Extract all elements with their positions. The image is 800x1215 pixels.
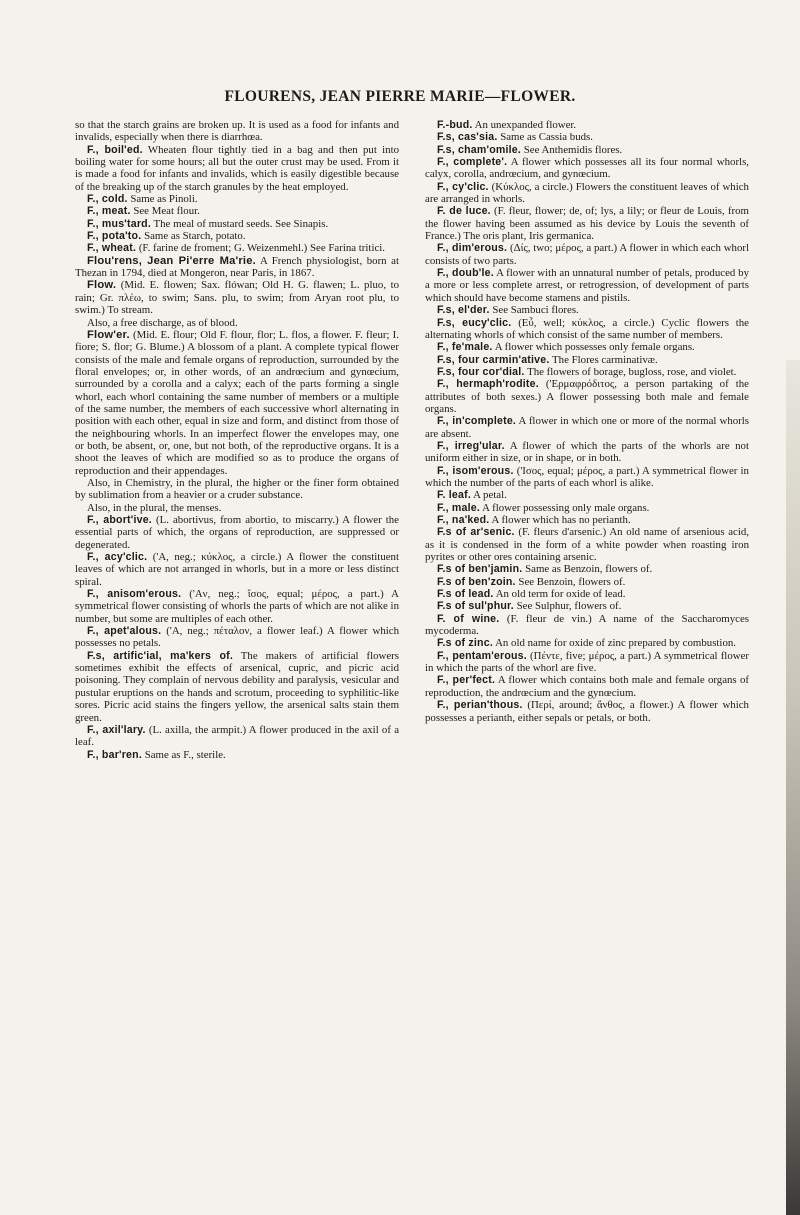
dictionary-entry <box>75 724 399 749</box>
entry-headword: F.s of ar'senic. <box>437 526 515 539</box>
dictionary-entry <box>75 625 399 650</box>
dictionary-entry <box>425 514 749 526</box>
entry-definition: (Πέντε, five; μέρος, a part.) A symmetrical flower in which the parts of the whorl are five. <box>425 649 749 675</box>
entry-definition: A French physiologist, born at Thezan in 1794, died at Mongeron, near Paris, in 1867. <box>75 254 399 280</box>
dictionary-entry <box>425 502 749 514</box>
entry-headword: F., doub'le. <box>437 267 494 280</box>
dictionary-entry <box>75 193 399 205</box>
entry-headword: F., anisom'erous. <box>87 588 182 601</box>
entry-definition: ('Ισος, equal; μέρος, a part.) A symmetrical flower in which the number of the parts of each whorl is alike. <box>425 464 749 489</box>
dictionary-entry <box>425 576 749 588</box>
entry-headword: F., na'ked. <box>437 514 490 526</box>
dictionary-entry <box>425 242 749 267</box>
entry-headword: F.s of lead. <box>437 588 494 601</box>
entry-definition: An unexpanded flower. <box>474 119 577 131</box>
entry-definition: See Sulphur, flowers of. <box>516 600 622 613</box>
entry-definition: Same as Starch, potato. <box>144 230 246 243</box>
dictionary-entry <box>425 588 749 600</box>
entry-headword: F., fe'male. <box>437 341 493 354</box>
entry-definition: Also, in Chemistry, in the plural, the higher or the finer form obtained by sublimation from a heavier or a cruder substance. <box>75 476 399 502</box>
entry-definition: ('A, neg.; κύκλος, a circle.) A flower the constituent leaves of which are not arranged in whorls, but in a more or less distinct spiral. <box>75 551 399 588</box>
entry-definition: Wheaten flour tightly tied in a bag and then put into boiling water for some hours; all but the outer crust may be used. From it is made a food for infants and invalids, which is easily digestible because of the breaking up of the starch granules by the heat employed. <box>75 143 400 193</box>
entry-definition: ('Aν, neg.; ἴσος, equal; μέρος, a part.) A symmetrical flower consisting of whorls the parts of which are not alike in number, but some are multiples of each other. <box>75 588 399 625</box>
entry-definition: A flower which possesses only female organs. <box>494 341 695 354</box>
entry-headword: F., abort'ive. <box>87 514 152 526</box>
page-edge-shadow <box>786 360 800 1215</box>
entry-headword: F.s, cas'sia. <box>437 131 498 144</box>
dictionary-entry <box>425 674 749 699</box>
entry-headword: F.s, four carmin'ative. <box>437 353 550 366</box>
dictionary-entry <box>425 354 749 366</box>
dictionary-entry <box>75 477 399 502</box>
entry-definition: See Meat flour. <box>133 205 200 218</box>
dictionary-entry <box>425 600 749 612</box>
dictionary-entry <box>425 144 749 156</box>
entry-headword: F.-bud. <box>437 119 473 131</box>
dictionary-entry <box>425 699 749 724</box>
entry-definition: (F. fleur, flower; de, of; lys, a lily; or fleur de Louis, from the flower having been assumed as his device by Louis the seventh of France.) The oris plant, Iris germanica. <box>425 205 749 243</box>
dictionary-entry <box>425 131 749 143</box>
dictionary-entry <box>425 341 749 353</box>
entry-headword: F., axil'lary. <box>87 723 146 736</box>
entry-definition: An old name for oxide of zinc prepared by combustion. <box>495 637 736 650</box>
entry-headword: F., bar'ren. <box>87 748 142 761</box>
dictionary-entry <box>425 465 749 490</box>
entry-headword: F., hermaph'rodite. <box>437 378 539 391</box>
dictionary-entry <box>75 551 399 588</box>
entry-headword: F.s, artific'ial, ma'kers of. <box>87 649 234 662</box>
dictionary-entry <box>425 181 749 206</box>
dictionary-entry <box>425 366 749 378</box>
entry-definition: (Mid. E. flowen; Sax. flówan; Old H. G. flawen; L. pluo, to rain; Gr. πλέω, to swim; Sans. plu, to swim; from Aryan root plu, to swim.) To stream. <box>75 279 399 317</box>
entry-definition: (F. fleurs d'arsenic.) An old name of arsenious acid, as it is condensed in the form of a white powder when roasting iron pyrites or other ores containing arsenic. <box>425 526 749 564</box>
dictionary-entry <box>425 119 749 131</box>
entry-headword: F., wheat. <box>87 242 137 255</box>
entry-definition: Same as Cassia buds. <box>500 131 593 144</box>
entry-headword: Flou'rens, Jean Pi'erre Ma'rie. <box>87 254 256 267</box>
entry-definition: Also, in the plural, the menses. <box>87 501 222 514</box>
dictionary-entry <box>75 119 399 144</box>
entry-headword: F. de luce. <box>437 205 491 218</box>
entry-definition: See Sambuci flores. <box>492 304 579 317</box>
dictionary-entry <box>425 489 749 501</box>
dictionary-entry <box>75 144 399 193</box>
dictionary-entry <box>75 279 399 316</box>
entry-headword: F., pentam'erous. <box>437 649 527 662</box>
entry-headword: F., acy'clic. <box>87 551 148 564</box>
entry-headword: F., male. <box>437 501 481 514</box>
entry-headword: F.s of ben'jamin. <box>437 563 523 576</box>
dictionary-entry <box>75 329 399 477</box>
entry-definition: (Περί, around; ἄνθος, a flower.) A flower which possesses a perianth, either sepals or petals, or both. <box>425 699 749 724</box>
dictionary-entry <box>425 563 749 575</box>
entry-definition: Also, a free discharge, as of blood. <box>87 316 238 329</box>
entry-definition: (Εὖ, well; κύκλος, a circle.) Cyclic flowers the alternating whorls of which consist of the same number of members. <box>425 316 749 341</box>
entry-definition: (F. farine de froment; G. Weizenmehl.) See Farina tritici. <box>138 242 385 255</box>
entry-definition: A flower in which one or more of the normal whorls are absent. <box>425 415 750 440</box>
entry-definition: See Benzoin, flowers of. <box>518 575 626 588</box>
entry-headword: F., apet'alous. <box>87 625 162 638</box>
entry-headword: F., isom'erous. <box>437 464 514 477</box>
dictionary-entry <box>425 156 749 181</box>
dictionary-entry <box>425 304 749 316</box>
dictionary-entry <box>425 205 749 242</box>
dictionary-entry <box>75 749 399 761</box>
entry-headword: F.s, cham'omile. <box>437 143 522 156</box>
entry-definition: A flower of which the parts of the whorls are not uniform either in size, or in shape, or in both. <box>425 439 749 465</box>
dictionary-entry <box>425 526 749 563</box>
entry-definition: A flower which has no perianth. <box>491 514 631 526</box>
dictionary-entry <box>75 242 399 254</box>
entry-definition: An old term for oxide of lead. <box>495 588 626 601</box>
entry-headword: F., complete'. <box>437 156 508 169</box>
entry-headword: F. leaf. <box>437 489 471 502</box>
entry-definition: Same as Benzoin, flowers of. <box>525 563 653 576</box>
entry-definition: ('Ερμαφρόδιτος, a person partaking of the attributes of both sexes.) A flower possessing both male and female organs. <box>425 378 749 415</box>
entry-definition: A flower which contains both male and female organs of reproduction, the andrœcium and the gynœcium. <box>425 674 749 699</box>
entry-headword: Flow'er. <box>87 328 130 341</box>
dictionary-entry <box>425 613 749 638</box>
entry-definition: so that the starch grains are broken up. It is used as a food for infants and invalids, especially when there is diarrhœa. <box>75 119 399 144</box>
entry-definition: The meal of mustard seeds. See Sinapis. <box>153 217 329 230</box>
entry-headword: F.s of ben'zoin. <box>437 575 516 588</box>
entry-headword: F.s, eucy'clic. <box>437 316 512 329</box>
entry-definition: (Δίς, two; μέρος, a part.) A flower in which each whorl consists of two parts. <box>425 242 750 267</box>
page-header: FLOURENS, JEAN PIERRE MARIE—FLOWER. <box>224 88 576 105</box>
dictionary-entry <box>425 267 749 304</box>
dictionary-entry <box>75 218 399 230</box>
dictionary-entry <box>425 637 749 649</box>
entry-headword: F. of wine. <box>437 612 500 625</box>
entry-definition: (F. fleur de vin.) A name of the Saccharomyces mycoderma. <box>425 612 749 638</box>
entry-definition: The flowers of borage, bugloss, rose, and violet. <box>527 365 737 378</box>
entry-headword: F.s of sul'phur. <box>437 600 514 613</box>
entry-definition: A petal. <box>473 489 507 502</box>
entry-headword: F.s, el'der. <box>437 304 490 317</box>
dictionary-entry <box>75 317 399 329</box>
dictionary-entry <box>75 230 399 242</box>
entry-definition: A flower which possesses all its four normal whorls, calyx, corolla, andrœcium, and gynœcium. <box>425 156 749 181</box>
left-column <box>75 119 399 761</box>
entry-definition: (Κύκλος, a circle.) Flowers the constituent leaves of which are arranged in whorls. <box>425 180 749 206</box>
entry-headword: F., per'fect. <box>437 674 496 687</box>
dictionary-entry <box>75 650 399 724</box>
entry-definition: Same as F., sterile. <box>144 748 226 761</box>
dictionary-entry <box>425 415 749 440</box>
entry-definition: Same as Pinoli. <box>130 193 198 206</box>
dictionary-entry <box>75 588 399 625</box>
dictionary-entry <box>425 317 749 342</box>
entry-definition: ('A, neg.; πέταλον, a flower leaf.) A flower which possesses no petals. <box>75 625 399 650</box>
entry-headword: F.s of zinc. <box>437 637 493 650</box>
entry-definition: A flower with an unnatural number of petals, produced by a more or less complete arrest, or retrogression, of development of parts which should have become stamens and pistils. <box>425 267 749 304</box>
entry-definition: (Mid. E. flour; Old F. flour, flor; L. flos, a flower. F. fleur; I. fiore; S. flor; G. Blume.) A blossom of a plant. A complete typical flower consists of the male and female organs of reproduction, surrounded by the floral envelopes; or, in other words, of an andrœcium and gynœcium, surrounded by a corolla and a calyx; each of the parts forming a single whorl, each whorl containing the same number of members or a multiple of the same number, the members of each successive whorl alternating in position with each other, equal in size and form, and distinct from those of the neighbouring whorls. In an imperfect flower the envelopes may, one or both, be absent, or, one, but not both, of the reproductive organs. It is a shoot the leaves of which are modified so as to produce the organs of reproduction and their appendages. <box>75 328 399 477</box>
entry-headword: F., meat. <box>87 205 131 218</box>
dictionary-entry <box>75 502 399 514</box>
entry-headword: F., perian'thous. <box>437 699 523 712</box>
entry-definition: The makers of artificial flowers sometimes exhibit the effects of arsenical, cupric, and picric acid poisoning. They complain of nervous debility and paralysis, vesicular and pustular eruptions on the hands and scrotum, proceeding to syphilitic-like sores. Picric acid stains the fingers yellow, the arsenical salts stain them green. <box>75 649 399 724</box>
entry-definition: A flower possessing only male organs. <box>482 501 650 514</box>
entry-headword: F., in'complete. <box>437 415 517 428</box>
entry-definition: See Anthemidis flores. <box>523 143 623 156</box>
dictionary-entry <box>75 205 399 217</box>
dictionary-entry <box>75 514 399 551</box>
entry-headword: F., irreg'ular. <box>437 439 505 452</box>
dictionary-entry <box>425 440 749 465</box>
entry-headword: F., mus'tard. <box>87 217 151 230</box>
entry-definition: The Flores carminativæ. <box>552 353 658 366</box>
entry-headword: F., pota'to. <box>87 230 142 243</box>
dictionary-entry <box>425 378 749 415</box>
entry-headword: F.s, four cor'dial. <box>437 365 525 378</box>
entry-headword: Flow. <box>87 279 117 292</box>
entry-headword: F., boil'ed. <box>87 143 143 156</box>
entry-headword: F., cy'clic. <box>437 180 489 193</box>
dictionary-entry <box>75 255 399 280</box>
dictionary-entry <box>425 650 749 675</box>
entry-headword: F., dim'erous. <box>437 242 508 255</box>
entry-definition: (L. abortivus, from abortio, to miscarry.) A flower the essential parts of which, the organs of reproduction, are suppressed or degenerated. <box>75 514 399 551</box>
right-column <box>425 119 749 724</box>
entry-headword: F., cold. <box>87 193 128 206</box>
entry-definition: (L. axilla, the armpit.) A flower produced in the axil of a leaf. <box>75 723 400 749</box>
